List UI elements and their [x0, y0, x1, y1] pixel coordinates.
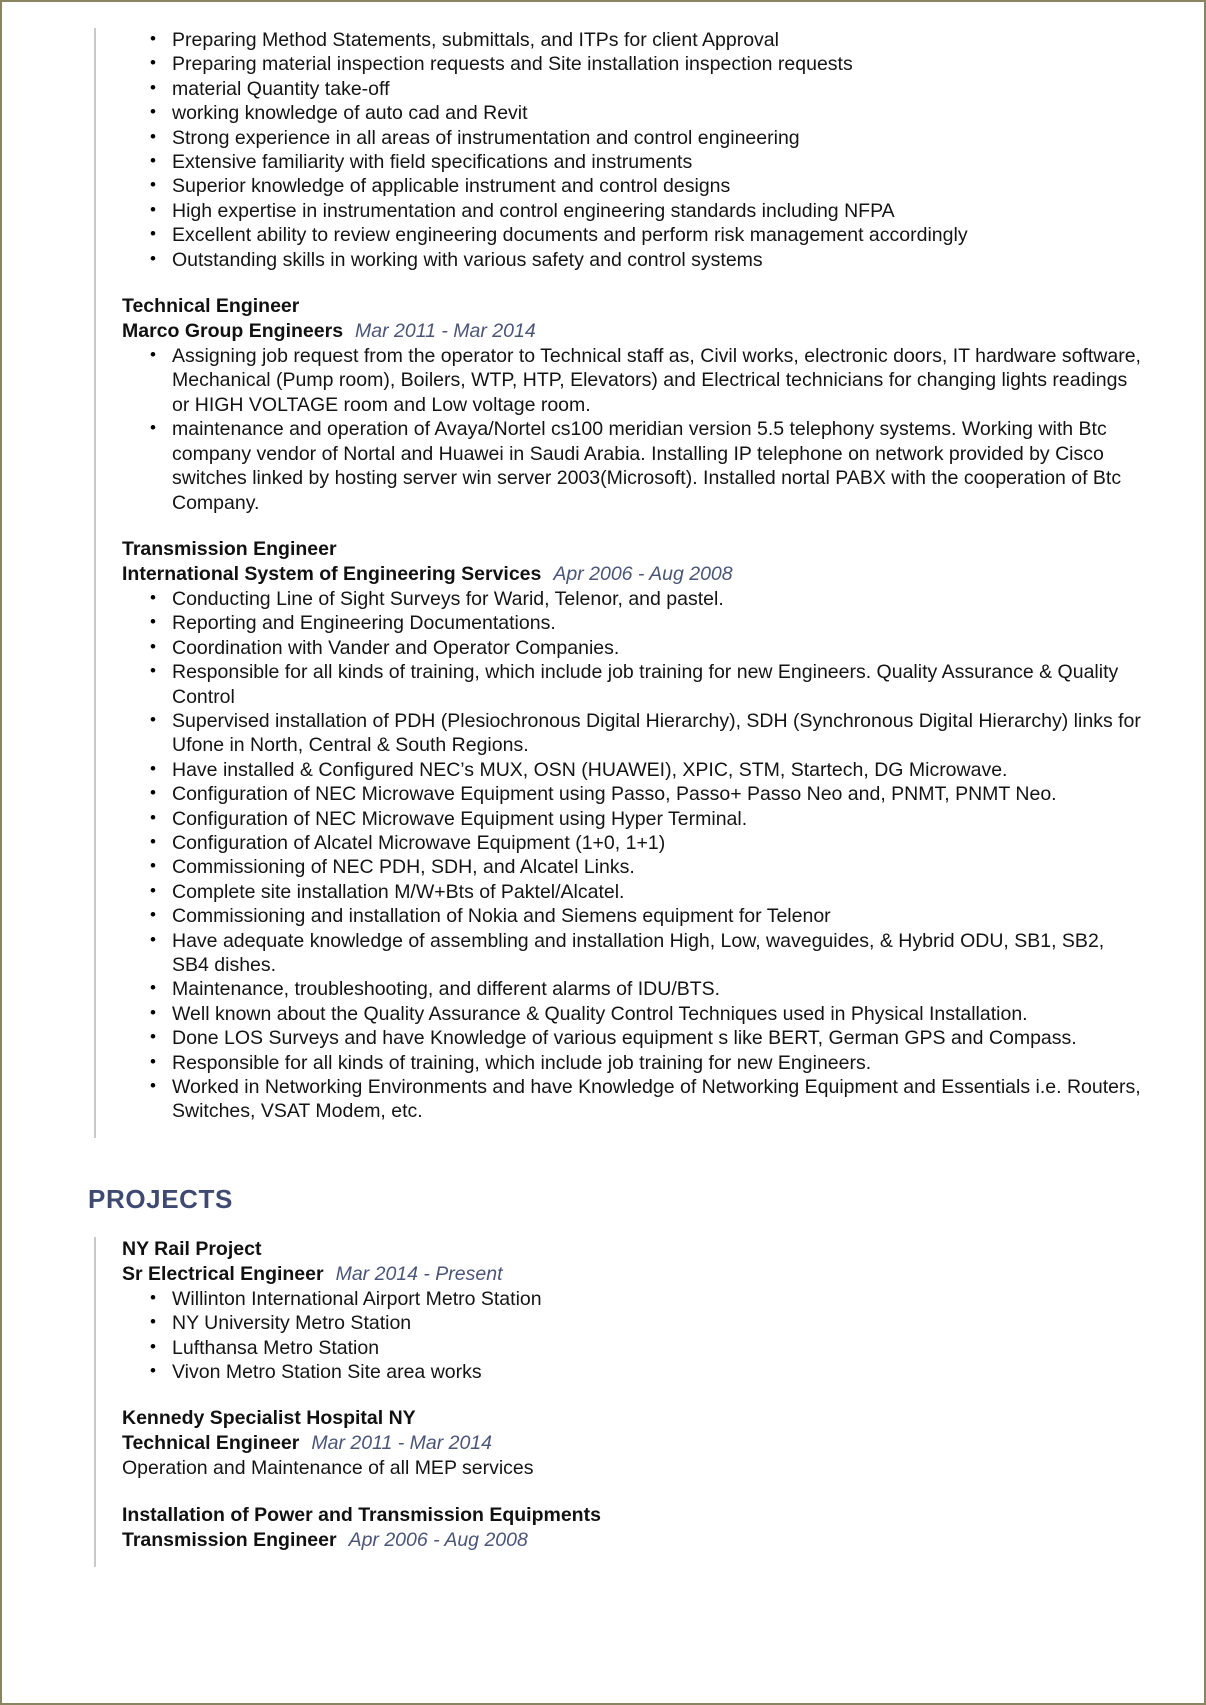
list-item: • Extensive familiarity with field specifications and instruments — [142, 150, 1144, 174]
list-item: • Assigning job request from the operator to Technical staff as, Civil works, electronic doors, IT hardware software, Mechanical (Pump room), Boilers, WTP, HTP, Elevators) and Electrical technicians for changing lights readings or HIGH VOLTAGE room and Low voltage room. — [142, 344, 1144, 417]
job-dates: Mar 2011 - Mar 2014 — [355, 320, 536, 343]
list-item: • Commissioning and installation of Nokia and Siemens equipment for Telenor — [142, 904, 1144, 928]
job-organization: Marco Group Engineers — [122, 320, 344, 343]
list-item: • Superior knowledge of applicable instrument and control designs — [142, 174, 1144, 198]
experience-section — [94, 28, 1144, 1138]
list-item: • material Quantity take-off — [142, 77, 1144, 101]
list-item: • Have installed & Configured NEC’s MUX, OSN (HUAWEI), XPIC, STM, Startech, DG Microwave. — [142, 758, 1144, 782]
list-item: • Configuration of NEC Microwave Equipment using Hyper Terminal. — [142, 807, 1144, 831]
list-item: • maintenance and operation of Avaya/Nortel cs100 meridian version 5.5 telephony systems. Working with Btc company vendor of Nortal and Huawei in Saudi Arabia. Installing IP telephone on network provided by Cisco switches linked by hosting server win server 2003(Microsoft). Installed nortal PABX with the cooperation of Btc Company. — [142, 417, 1144, 515]
experience-entry — [122, 294, 1144, 344]
job-title: Technical Engineer — [122, 295, 300, 318]
list-item: • NY University Metro Station — [142, 1311, 1144, 1335]
list-item: • Responsible for all kinds of training, which include job training for new Engineers. Quality Assurance & Quality Control — [142, 660, 1144, 709]
job-dates: Apr 2006 - Aug 2008 — [553, 562, 733, 585]
spacer — [96, 1384, 1144, 1406]
spacer — [96, 1553, 1144, 1567]
list-item: • Strong experience in all areas of instrumentation and control engineering — [142, 126, 1144, 150]
project-name: Kennedy Specialist Hospital NY — [122, 1407, 416, 1430]
spacer — [62, 1138, 1144, 1184]
experience-entry — [122, 537, 1144, 587]
project-role-line — [122, 1262, 1144, 1287]
project-dates: Mar 2014 - Present — [335, 1262, 503, 1285]
project-role-line — [122, 1528, 1144, 1553]
experience-bullet-list — [96, 587, 1144, 1124]
list-item: • Well known about the Quality Assurance & Quality Control Techniques used in Physical Installation. — [142, 1002, 1144, 1026]
spacer — [96, 1481, 1144, 1503]
list-item: • Done LOS Surveys and have Knowledge of various equipment s like BERT, German GPS and Compass. — [142, 1026, 1144, 1050]
list-item: • Supervised installation of PDH (Plesiochronous Digital Hierarchy), SDH (Synchronous Digital Hierarchy) links for Ufone in North, Central & South Regions. — [142, 709, 1144, 758]
skills-bullet-list — [96, 28, 1144, 272]
project-entry — [122, 1406, 1144, 1481]
spacer — [96, 515, 1144, 537]
project-entry — [122, 1237, 1144, 1287]
list-item: • Conducting Line of Sight Surveys for Warid, Telenor, and pastel. — [142, 587, 1144, 611]
page-content — [2, 2, 1204, 1567]
list-item: • Complete site installation M/W+Bts of Paktel/Alcatel. — [142, 880, 1144, 904]
spacer — [96, 272, 1144, 294]
job-org-line — [122, 319, 1144, 344]
project-entry — [122, 1503, 1144, 1553]
project-dates: Apr 2006 - Aug 2008 — [348, 1529, 528, 1552]
list-item: • Preparing Method Statements, submittals, and ITPs for client Approval — [142, 28, 1144, 52]
list-item: • Coordination with Vander and Operator Companies. — [142, 636, 1144, 660]
project-dates: Mar 2011 - Mar 2014 — [311, 1432, 493, 1455]
project-name: NY Rail Project — [122, 1237, 262, 1260]
project-role: Technical Engineer — [122, 1432, 300, 1455]
job-title: Transmission Engineer — [122, 537, 337, 560]
list-item: • Responsible for all kinds of training, which include job training for new Engineers. — [142, 1051, 1144, 1075]
list-item: • Willinton International Airport Metro Station — [142, 1287, 1144, 1311]
list-item: • High expertise in instrumentation and control engineering standards including NFPA — [142, 199, 1144, 223]
list-item: • Excellent ability to review engineering documents and perform risk management accordingly — [142, 223, 1144, 247]
section-heading-projects: PROJECTS — [88, 1183, 233, 1214]
list-item: • Maintenance, troubleshooting, and different alarms of IDU/BTS. — [142, 977, 1144, 1001]
list-item: • working knowledge of auto cad and Revit — [142, 101, 1144, 125]
project-bullet-list — [96, 1287, 1144, 1385]
list-item: • Preparing material inspection requests and Site installation inspection requests — [142, 52, 1144, 76]
spacer — [62, 1215, 1144, 1237]
list-item: • Reporting and Engineering Documentations. — [142, 611, 1144, 635]
job-org-line — [122, 562, 1144, 587]
project-role-line — [122, 1431, 1144, 1456]
list-item: • Outstanding skills in working with various safety and control systems — [142, 248, 1144, 272]
experience-bullet-list — [96, 344, 1144, 515]
project-role: Sr Electrical Engineer — [122, 1262, 324, 1285]
project-name: Installation of Power and Transmission Equipments — [122, 1504, 601, 1527]
list-item: • Vivon Metro Station Site area works — [142, 1360, 1144, 1384]
projects-section — [94, 1237, 1144, 1568]
list-item: • Configuration of NEC Microwave Equipment using Passo, Passo+ Passo Neo and, PNMT, PNMT Neo. — [142, 782, 1144, 806]
project-description: Operation and Maintenance of all MEP services — [122, 1457, 534, 1480]
list-item: • Worked in Networking Environments and have Knowledge of Networking Equipment and Essentials i.e. Routers, Switches, VSAT Modem, etc. — [142, 1075, 1144, 1124]
list-item: • Have adequate knowledge of assembling and installation High, Low, waveguides, & Hybrid ODU, SB1, SB2, SB4 dishes. — [142, 929, 1144, 978]
project-role: Transmission Engineer — [122, 1529, 337, 1552]
list-item: • Commissioning of NEC PDH, SDH, and Alcatel Links. — [142, 855, 1144, 879]
list-item: • Configuration of Alcatel Microwave Equipment (1+0, 1+1) — [142, 831, 1144, 855]
list-item: • Lufthansa Metro Station — [142, 1336, 1144, 1360]
job-organization: International System of Engineering Services — [122, 562, 542, 585]
spacer — [96, 1124, 1144, 1138]
